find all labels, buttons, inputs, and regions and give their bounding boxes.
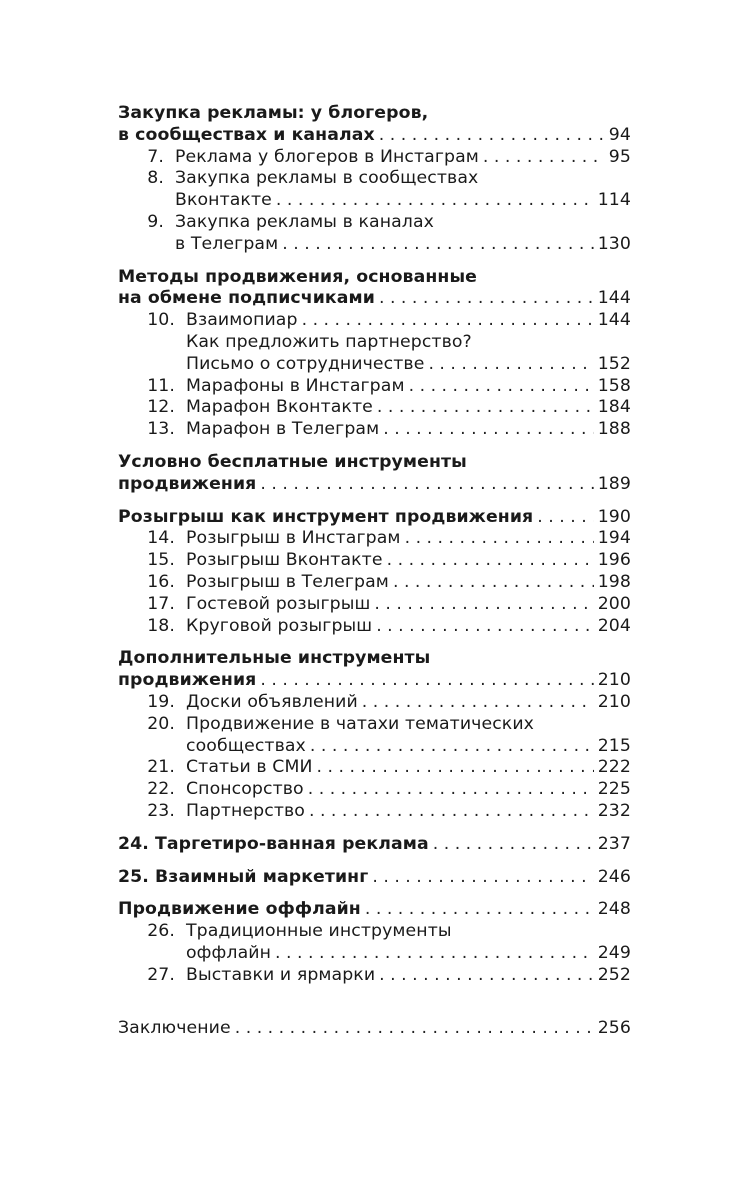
page-number: 248 bbox=[597, 899, 631, 920]
chapter-title: Круговой розыгрыш bbox=[186, 615, 373, 636]
page-number: 204 bbox=[597, 615, 631, 636]
chapter-number: 16. bbox=[147, 571, 175, 592]
chapter-title-cont: оффлайн bbox=[186, 942, 271, 963]
toc-section-title: Продвижение оффлайн bbox=[118, 899, 361, 920]
chapter-number: 11. bbox=[147, 375, 175, 396]
toc-entry-line bbox=[118, 714, 631, 736]
chapter-number: 8. bbox=[147, 168, 164, 189]
page-number: 114 bbox=[597, 190, 631, 211]
chapter-number: 18. bbox=[147, 615, 175, 636]
dot-leader bbox=[483, 147, 605, 169]
toc-section-title bbox=[118, 267, 631, 289]
toc-entry[interactable] bbox=[118, 965, 631, 987]
toc-entry[interactable] bbox=[118, 736, 631, 758]
page-number: 210 bbox=[597, 670, 631, 691]
chapter-title: Марафон в Телеграм bbox=[186, 419, 380, 440]
dot-leader bbox=[379, 125, 605, 147]
dot-leader bbox=[409, 376, 594, 398]
toc-section-title: 24. Таргетиро-ванная реклама bbox=[118, 833, 429, 854]
page-number: 198 bbox=[597, 571, 631, 592]
dot-leader bbox=[383, 419, 593, 441]
chapter-title: Спонсорство bbox=[186, 779, 304, 800]
toc-section-title bbox=[118, 103, 631, 125]
chapter-number: 9. bbox=[147, 211, 164, 232]
toc-entry[interactable] bbox=[118, 397, 631, 419]
toc-entry-line bbox=[118, 332, 631, 354]
toc-entry-line bbox=[118, 212, 631, 234]
conclusion-title: Заключение bbox=[118, 1018, 231, 1039]
page-number: 196 bbox=[597, 550, 631, 571]
chapter-title-cont: сообществах bbox=[186, 735, 306, 756]
chapter-number: 26. bbox=[147, 921, 175, 942]
dot-leader bbox=[302, 310, 594, 332]
dot-leader bbox=[235, 1018, 594, 1040]
chapter-number: 17. bbox=[147, 593, 175, 614]
dot-leader bbox=[276, 190, 594, 212]
chapter-number: 19. bbox=[147, 691, 175, 712]
dot-leader bbox=[282, 234, 593, 256]
table-of-contents bbox=[118, 103, 631, 1040]
dot-leader bbox=[377, 397, 594, 419]
toc-entry[interactable] bbox=[118, 1018, 631, 1040]
page-number: 232 bbox=[597, 800, 631, 821]
dot-leader bbox=[316, 757, 593, 779]
chapter-title: Реклама у блогеров в Инстаграм bbox=[175, 146, 479, 167]
toc-section-title-line2: продвижения bbox=[118, 670, 257, 691]
toc-entry[interactable] bbox=[118, 288, 631, 310]
chapter-number: 27. bbox=[147, 964, 175, 985]
toc-section-title: Розыгрыш как инструмент продвижения bbox=[118, 506, 534, 527]
chapter-title: Розыгрыш в Инстаграм bbox=[186, 528, 401, 549]
toc-entry[interactable] bbox=[118, 354, 631, 376]
page-number: 189 bbox=[597, 473, 631, 494]
chapter-number: 22. bbox=[147, 779, 175, 800]
chapter-title: Закупка рекламы в каналах bbox=[175, 211, 434, 232]
chapter-title: Выставки и ярмарки bbox=[186, 964, 376, 985]
chapter-title: Розыгрыш Вконтакте bbox=[186, 550, 383, 571]
toc-section-title-line2: на обмене подписчиками bbox=[118, 288, 375, 309]
toc-entry[interactable] bbox=[118, 190, 631, 212]
toc-entry[interactable] bbox=[118, 757, 631, 779]
dot-leader bbox=[405, 528, 594, 550]
dot-leader bbox=[309, 801, 594, 823]
chapter-title-cont: в Телеграм bbox=[175, 233, 279, 254]
toc-entry-line bbox=[118, 921, 631, 943]
chapter-title: Розыгрыш в Телеграм bbox=[186, 571, 389, 592]
page-number: 95 bbox=[608, 146, 631, 167]
page-number: 184 bbox=[597, 397, 631, 418]
chapter-title: Закупка рекламы в сообществах bbox=[175, 168, 479, 189]
toc-section-title-line1: Закупка рекламы: у блогеров, bbox=[118, 103, 429, 123]
chapter-subtitle: Как предложить партнерство? bbox=[186, 331, 472, 352]
toc-entry[interactable] bbox=[118, 528, 631, 550]
dot-leader bbox=[260, 670, 593, 692]
dot-leader bbox=[537, 507, 593, 529]
dot-leader bbox=[379, 965, 594, 987]
dot-leader bbox=[275, 943, 594, 965]
toc-entry[interactable] bbox=[118, 419, 631, 441]
page-number: 210 bbox=[597, 691, 631, 712]
chapter-title: Доски объявлений bbox=[186, 691, 358, 712]
page-number: 194 bbox=[597, 528, 631, 549]
toc-section-title-line2: продвижения bbox=[118, 473, 257, 494]
dot-leader bbox=[379, 288, 594, 310]
page-number: 225 bbox=[597, 779, 631, 800]
page-number: 215 bbox=[597, 735, 631, 756]
toc-entry[interactable] bbox=[118, 310, 631, 332]
toc-section-title-line1: Дополнительные инструменты bbox=[118, 648, 431, 669]
page-number: 144 bbox=[597, 288, 631, 309]
toc-entry[interactable] bbox=[118, 943, 631, 965]
toc-entry[interactable] bbox=[118, 234, 631, 256]
toc-entry[interactable] bbox=[118, 670, 631, 692]
dot-leader bbox=[260, 474, 593, 496]
page-number: 158 bbox=[597, 375, 631, 396]
dot-leader bbox=[372, 867, 593, 889]
toc-entry[interactable] bbox=[118, 572, 631, 594]
chapter-title-cont: Вконтакте bbox=[175, 190, 272, 211]
toc-entry[interactable] bbox=[118, 899, 631, 921]
page-number: 222 bbox=[597, 757, 631, 778]
chapter-title: Марафоны в Инстаграм bbox=[186, 375, 405, 396]
page-number: 130 bbox=[597, 233, 631, 254]
dot-leader bbox=[308, 779, 594, 801]
toc-entry[interactable] bbox=[118, 801, 631, 823]
chapter-number: 13. bbox=[147, 419, 175, 440]
dot-leader bbox=[310, 736, 594, 758]
chapter-subtitle-cont: Письмо о сотрудничестве bbox=[186, 353, 425, 374]
page-number: 246 bbox=[597, 866, 631, 887]
toc-entry[interactable] bbox=[118, 474, 631, 496]
toc-entry[interactable] bbox=[118, 616, 631, 638]
toc-entry-line bbox=[118, 168, 631, 190]
dot-leader bbox=[428, 354, 593, 376]
page-number: 237 bbox=[597, 833, 631, 854]
page-number: 252 bbox=[597, 964, 631, 985]
chapter-title: Статьи в СМИ bbox=[186, 757, 313, 778]
toc-entry[interactable] bbox=[118, 550, 631, 572]
chapter-number: 10. bbox=[147, 310, 175, 331]
dot-leader bbox=[362, 692, 594, 714]
page-number: 249 bbox=[597, 942, 631, 963]
chapter-number: 14. bbox=[147, 528, 175, 549]
toc-section-title-line1: Методы продвижения, основанные bbox=[118, 266, 477, 287]
dot-leader bbox=[393, 572, 594, 594]
page-number: 94 bbox=[608, 124, 631, 145]
toc-entry[interactable] bbox=[118, 834, 631, 856]
chapter-number: 7. bbox=[147, 146, 164, 167]
toc-section-title bbox=[118, 648, 631, 670]
chapter-number: 23. bbox=[147, 800, 175, 821]
toc-entry[interactable] bbox=[118, 779, 631, 801]
dot-leader bbox=[376, 616, 594, 638]
dot-leader bbox=[365, 899, 594, 921]
toc-entry[interactable] bbox=[118, 507, 631, 529]
page-number: 190 bbox=[597, 506, 631, 527]
dot-leader bbox=[387, 550, 594, 572]
toc-section-title: 25. Взаимный маркетинг bbox=[118, 866, 369, 887]
dot-leader bbox=[433, 834, 594, 856]
chapter-number: 21. bbox=[147, 757, 175, 778]
chapter-number: 20. bbox=[147, 713, 175, 734]
chapter-title: Марафон Вконтакте bbox=[186, 397, 373, 418]
chapter-number: 12. bbox=[147, 397, 175, 418]
toc-entry[interactable] bbox=[118, 376, 631, 398]
toc-section-title-line2: в сообществах и каналах bbox=[118, 124, 375, 145]
chapter-title: Взаимопиар bbox=[186, 310, 298, 331]
chapter-title: Гостевой розыгрыш bbox=[186, 593, 371, 614]
chapter-number: 15. bbox=[147, 550, 175, 571]
page-number: 144 bbox=[597, 310, 631, 331]
toc-section-title-line1: Условно бесплатные инструменты bbox=[118, 451, 467, 472]
toc-entry[interactable] bbox=[118, 125, 631, 147]
page-number: 256 bbox=[597, 1018, 631, 1039]
toc-entry[interactable] bbox=[118, 692, 631, 714]
toc-entry[interactable] bbox=[118, 147, 631, 169]
page-number: 188 bbox=[597, 419, 631, 440]
dot-leader bbox=[374, 594, 593, 616]
toc-entry[interactable] bbox=[118, 594, 631, 616]
chapter-title: Партнерство bbox=[186, 800, 305, 821]
toc-entry[interactable] bbox=[118, 867, 631, 889]
chapter-title: Традиционные инструменты bbox=[186, 921, 452, 942]
page-number: 200 bbox=[597, 593, 631, 614]
chapter-title: Продвижение в чатахи тематических bbox=[186, 713, 535, 734]
toc-section-title bbox=[118, 452, 631, 474]
page-number: 152 bbox=[597, 353, 631, 374]
